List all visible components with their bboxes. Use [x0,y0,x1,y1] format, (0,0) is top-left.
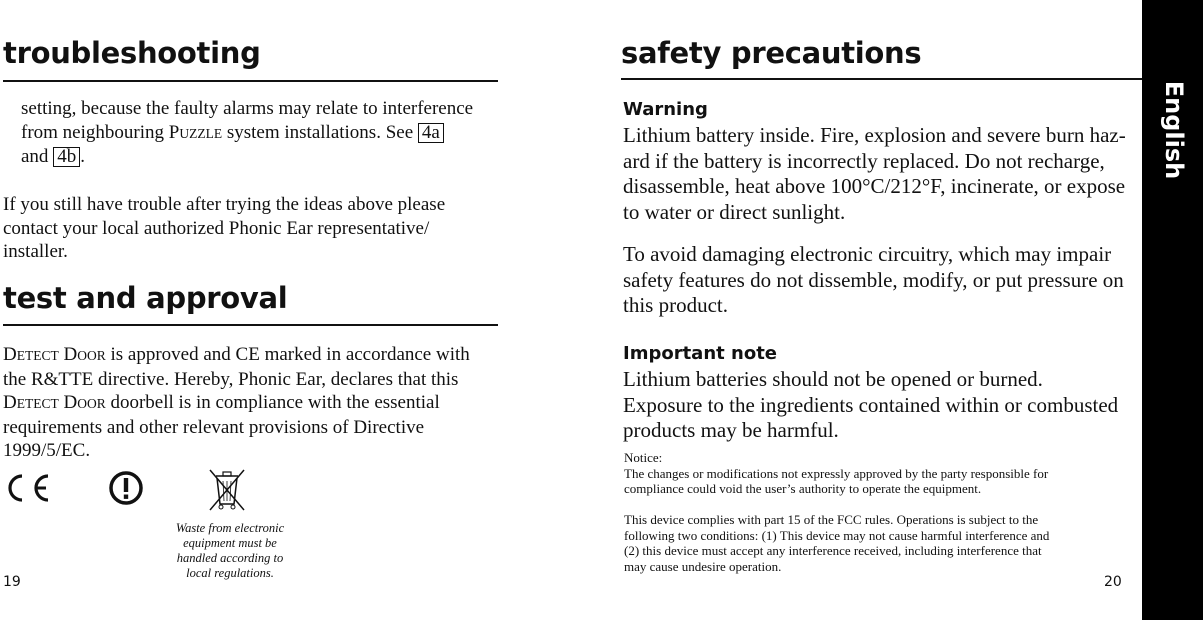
ce-mark-logo [2,470,52,506]
text-segment: . [80,146,85,167]
fcc-notice [624,450,1124,574]
product-name-smallcaps: OOR [77,348,106,363]
warning-paragraph [623,123,1126,225]
figure-reference-4a: 4a [418,123,444,143]
text-line: 1999/5/EC. [3,440,91,461]
product-name-cap: D [3,344,17,365]
safety-precautions-rule [621,78,1142,80]
safety-precautions-heading: safety precautions [621,36,922,70]
text-line: following two conditions: (1) This device may not cause harmful interference and [624,527,1050,543]
text-line: If you still have trouble after trying the ideas above please [3,194,446,215]
notice-label: Notice: [624,450,663,465]
caption-line: Waste from electronic [175,521,285,535]
product-name-smallcaps: ETECT [16,348,59,363]
spacer [624,497,1124,513]
text-line: This device complies with part 15 of the FCC rules. Operations is subject to the [624,512,1039,527]
text-line: Exposure to the ingredients contained within or combusted [623,392,1119,417]
troubleshooting-heading: troubleshooting [3,36,261,70]
page-number-right: 20 [1104,574,1122,590]
product-name-smallcaps: OOR [77,396,106,411]
text-line [21,121,473,146]
product-name-smallcaps: ETECT [16,396,59,411]
important-note-paragraph [623,367,1118,444]
text-line: To avoid damaging electronic circuitry, which may impair [623,242,1112,266]
test-approval-rule [3,324,498,326]
important-note-title: Important note [623,343,778,364]
product-name-cap: P [168,121,180,143]
page-number-left: 19 [3,574,21,590]
text-segment: is approved and CE marked in accordance with [105,344,470,365]
troubleshooting-rule [3,80,498,82]
text-segment: and [21,146,54,167]
text-line: disassemble, heat above 100°C/212°F, incinerate, or expose [623,174,1126,198]
caption-line: handled according to [176,551,284,565]
caption-line: local regulations. [186,566,274,580]
text-segment: system installations. See [222,121,418,143]
product-name-cap: D [63,392,78,413]
text-line: Lithium battery inside. Fire, explosion and severe burn haz- [623,123,1126,147]
product-name-smallcaps: UZZLE [179,125,223,141]
figure-reference-4b: 4b [53,147,80,167]
text-line: products may be harmful. [623,418,839,442]
text-line: safety features do not dissemble, modify, or put pressure on [623,267,1124,292]
text-segment: from neighbouring [21,121,169,143]
troubleshooting-continuation [21,97,473,169]
text-line: the R&TTE directive. Hereby, Phonic Ear, declares that this [3,368,459,390]
text-line [3,343,470,368]
weee-caption [160,521,300,581]
text-line: setting, because the faulty alarms may relate to interference [21,98,474,119]
text-line: The changes or modifications not expressly approved by the party responsible for [624,465,1049,481]
product-name-cap: D [3,392,17,413]
warning-title: Warning [623,99,708,120]
text-line: Lithium batteries should not be opened or burned. [623,367,1043,391]
text-line: may cause undesire operation. [624,558,782,574]
text-line [3,391,470,416]
alert-circle-icon [108,470,144,506]
test-approval-heading: test and approval [3,281,288,315]
text-line: ard if the battery is incorrectly replaced. Do not recharge, [623,148,1105,173]
troubleshooting-paragraph [3,193,445,264]
weee-bin-icon [206,466,248,514]
test-approval-paragraph [3,343,470,463]
text-line: requirements and other relevant provisions of Directive [3,416,425,438]
text-line [21,145,473,169]
text-line: to water or direct sunlight. [623,199,846,224]
text-line: installer. [3,241,68,262]
text-line: this product. [623,293,728,317]
text-segment: doorbell is in compliance with the essential [105,392,440,413]
text-line: (2) this device must accept any interference received, including interference that [624,543,1042,558]
product-name-cap: D [63,344,78,365]
language-tab-label: English [1160,80,1188,180]
text-line: contact your local authorized Phonic Ear representative/ [3,217,430,239]
caption-line: equipment must be [183,536,277,550]
circuitry-paragraph [623,242,1124,319]
text-line: compliance could void the user’s authority to operate the equipment. [624,481,982,496]
